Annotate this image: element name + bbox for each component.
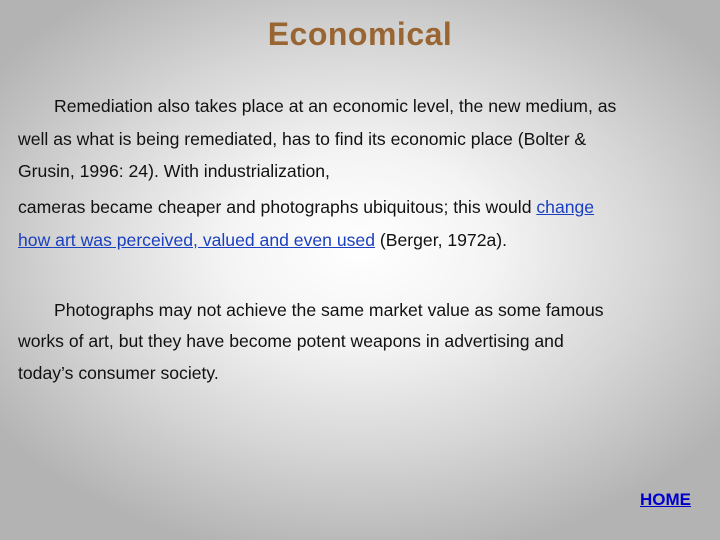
paragraph-1-line-5-text: (Berger, 1972a). [375, 230, 508, 250]
paragraph-1-line-2: well as what is being remediated, has to find its economic place (Bolter & [18, 129, 587, 149]
paragraph-1-line-4 [18, 196, 594, 218]
change-link-start[interactable]: change [536, 197, 595, 217]
paragraph-2-line-3: today’s consumer society. [18, 363, 219, 383]
paragraph-2-line-2: works of art, but they have become potent weapons in advertising and [18, 331, 564, 351]
slide-title: Economical [267, 16, 453, 52]
paragraph-2-line-1: Photographs may not achieve the same market value as some famous [54, 300, 604, 320]
home-link[interactable]: HOME [640, 490, 691, 509]
paragraph-1-line-1: Remediation also takes place at an economic level, the new medium, as [54, 96, 617, 116]
paragraph-1-line-4-text: cameras became cheaper and photographs ubiquitous; this would [18, 197, 537, 217]
change-link-end[interactable]: how art was perceived, valued and even used [18, 230, 375, 250]
paragraph-1-line-3: Grusin, 1996: 24). With industrialization, [18, 161, 330, 181]
paragraph-1-line-5 [18, 229, 507, 251]
